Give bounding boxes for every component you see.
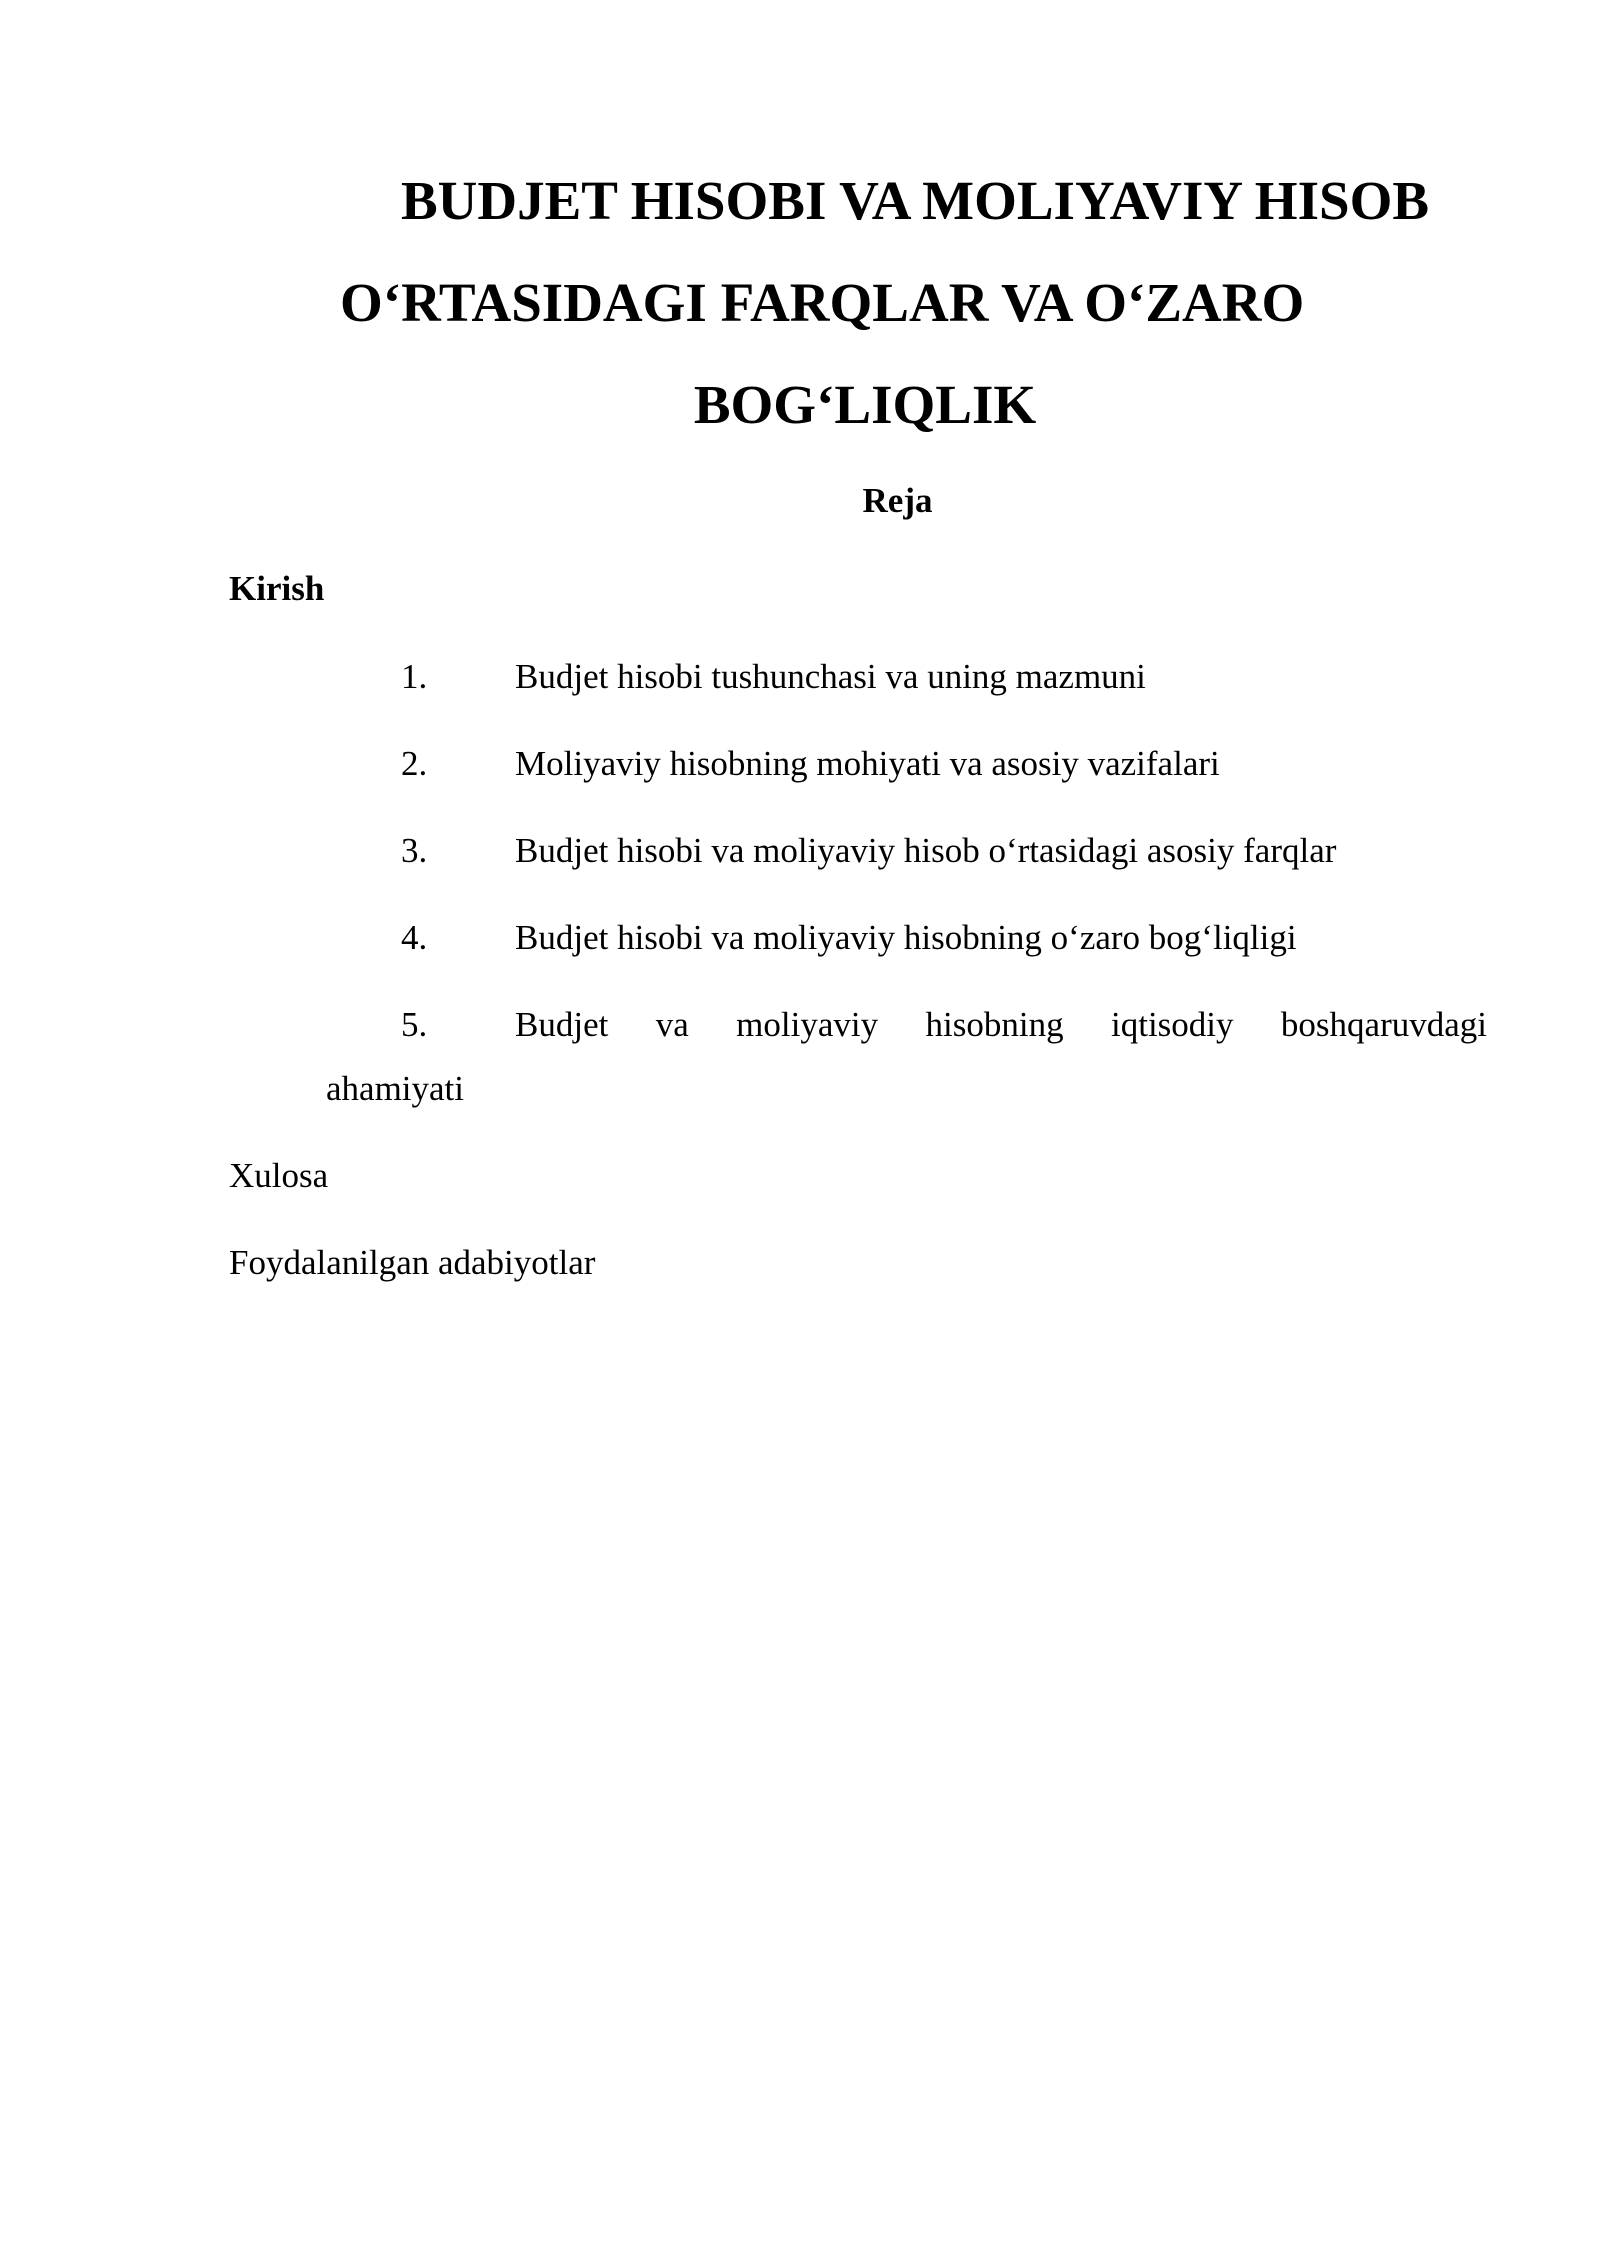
- plan-item-number: 1.: [401, 657, 428, 696]
- references-heading: Foydalanilgan adabiyotlar: [229, 1243, 596, 1282]
- title-line-1: BUDJET HISOBI VA MOLIYAVIY HISOB: [400, 170, 1430, 231]
- plan-item-number: 4.: [401, 918, 428, 957]
- plan-heading: Reja: [862, 481, 933, 520]
- plan-item-number: 3.: [401, 831, 428, 870]
- document-title: [330, 150, 1460, 456]
- plan-item-text: Budjet hisobi va moliyaviy hisobning o‘zaro bog‘liqligi: [515, 918, 1297, 957]
- plan-item-number: 5.: [401, 1005, 428, 1044]
- plan-item-text: Budjet hisobi tushunchasi va uning mazmuni: [515, 657, 1146, 696]
- plan-heading-row: [0, 478, 1600, 524]
- intro-heading: Kirish: [229, 569, 325, 608]
- title-line-2: O‘RTASIDAGI FARQLAR VA O‘ZARO: [340, 272, 1305, 333]
- plan-item-continuation: ahamiyati: [326, 1069, 465, 1108]
- plan-item-number: 2.: [401, 744, 428, 783]
- plan-item-text: Moliyaviy hisobning mohiyati va asosiy vazifalari: [515, 744, 1220, 783]
- title-line-3: BOG‘LIQLIK: [693, 374, 1037, 435]
- conclusion-heading: Xulosa: [229, 1156, 329, 1195]
- plan-item-text: Budjet va moliyaviy hisobning iqtisodiy boshqaruvdagi: [515, 1005, 1487, 1044]
- plan-item-text: Budjet hisobi va moliyaviy hisob o‘rtasidagi asosiy farqlar: [515, 831, 1337, 870]
